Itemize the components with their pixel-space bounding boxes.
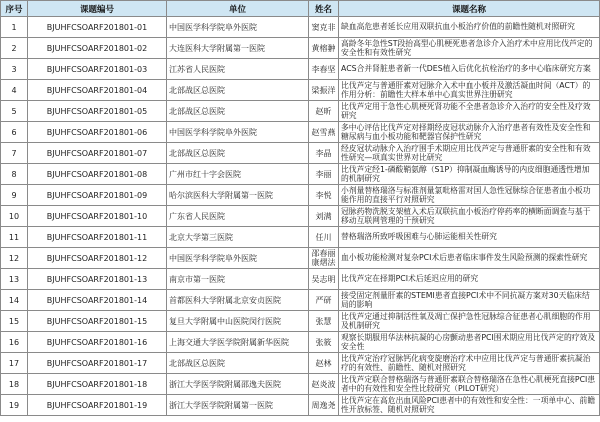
project-title: 缺血高危患者延长应用双联抗血小板治疗价值的前瞻性随机对照研究 — [339, 17, 600, 38]
row-number: 14 — [1, 290, 28, 311]
table-row — [1, 353, 600, 374]
row-number: 17 — [1, 353, 28, 374]
table-row — [1, 38, 600, 59]
header-code: 课题编号 — [28, 1, 167, 17]
header-title: 课题名称 — [339, 1, 600, 17]
institution: 北部战区总医院 — [167, 353, 309, 374]
table-body — [1, 17, 600, 416]
row-number: 4 — [1, 80, 28, 101]
investigator-name: 李春坚 — [309, 59, 339, 80]
table-row — [1, 59, 600, 80]
project-title: 比伐芦定与普通肝素对冠脉介入术中血小板并及激活凝血时间（ACT）的作用分析：前瞻性大样本单中心真实世界注册研究 — [339, 80, 600, 101]
row-number: 15 — [1, 311, 28, 332]
investigator-name: 赵雪燕 — [309, 122, 339, 143]
institution: 中国医学科学院阜外医院 — [167, 122, 309, 143]
project-code: BJUHFCSOARF201801-10 — [28, 206, 167, 227]
institution: 上海交通大学医学院附属新华医院 — [167, 332, 309, 353]
project-code: BJUHFCSOARF201801-08 — [28, 164, 167, 185]
institution: 浙江大学医学院附属邵逸夫医院 — [167, 374, 309, 395]
project-title: 冠脉药物洗脱支架植入术后双联抗血小板治疗停药率的横断面调查与基于移动互联网管理的干预研究 — [339, 206, 600, 227]
row-number: 8 — [1, 164, 28, 185]
institution: 北部战区总医院 — [167, 101, 309, 122]
table-header-row — [1, 1, 600, 17]
project-code: BJUHFCSOARF201801-15 — [28, 311, 167, 332]
investigator-name: 任川 — [309, 227, 339, 248]
project-code: BJUHFCSOARF201801-17 — [28, 353, 167, 374]
institution: 北京大学第三医院 — [167, 227, 309, 248]
institution: 中国医学科学院阜外医院 — [167, 17, 309, 38]
project-title: 比伐芦定在择期PCI术后延迟应用的研究 — [339, 269, 600, 290]
table-row — [1, 290, 600, 311]
project-code: BJUHFCSOARF201801-13 — [28, 269, 167, 290]
project-title: 比伐芦定治疗冠脉钙化病变旋磨治疗术中应用比伐芦定与普通肝素抗凝治疗的有效性、前瞻性、随机对照研究 — [339, 353, 600, 374]
table-row — [1, 164, 600, 185]
table-row — [1, 311, 600, 332]
institution: 浙江大学医学院附属第一医院 — [167, 395, 309, 416]
investigator-name: 李丽 — [309, 164, 339, 185]
institution: 首都医科大学附属北京安贞医院 — [167, 290, 309, 311]
project-code: BJUHFCSOARF201801-14 — [28, 290, 167, 311]
row-number: 18 — [1, 374, 28, 395]
investigator-name: 梁振洋 — [309, 80, 339, 101]
project-code: BJUHFCSOARF201801-05 — [28, 101, 167, 122]
project-code: BJUHFCSOARF201801-18 — [28, 374, 167, 395]
table-row — [1, 143, 600, 164]
project-title: 替格瑞洛所致呼吸困难与心肺运能相关性研究 — [339, 227, 600, 248]
table-row — [1, 227, 600, 248]
investigator-name: 严研 — [309, 290, 339, 311]
project-title: 多中心评估比伐芦定对择期经皮冠状动脉介入治疗患者有效性及安全性和糖尿病与血小板功能和靶器官保护性研究 — [339, 122, 600, 143]
table-row — [1, 248, 600, 269]
investigator-name: 张筱 — [309, 332, 339, 353]
project-title: 观察长期服用华法林抗凝的心房颤动患者PCI围术期应用比伐芦定的疗效及安全性 — [339, 332, 600, 353]
institution: 哈尔滨医科大学附属第一医院 — [167, 185, 309, 206]
row-number: 19 — [1, 395, 28, 416]
institution: 北部战区总医院 — [167, 143, 309, 164]
investigator-name: 周逸尧 — [309, 395, 339, 416]
project-code: BJUHFCSOARF201801-03 — [28, 59, 167, 80]
investigator-name: 邵春丽 康熠法 — [309, 248, 339, 269]
investigator-name: 赵林 — [309, 353, 339, 374]
project-title: 比伐芦定联合替格瑞洛与普通肝素联合替格瑞洛在急性心肌梗死直接PCI患者中的有效性和安全性比较研究（PILOT研究） — [339, 374, 600, 395]
project-code: BJUHFCSOARF201801-04 — [28, 80, 167, 101]
project-title: 经皮冠状动脉介入治疗围手术期应用比伐芦定与普通肝素的安全性和有效性研究—项真实世界对比研究 — [339, 143, 600, 164]
project-title: 比伐芦定经1-磷酸鞘氨醇（S1P）抑制凝血酶诱导的内皮细胞通透性增加的机制研究 — [339, 164, 600, 185]
project-title: ACS合并肾脏患者新一代DES植入后优化抗栓治疗的多中心临床研究方案 — [339, 59, 600, 80]
institution: 广东省人民医院 — [167, 206, 309, 227]
project-title: 血小板功能检测对复杂PCI术后患者临床事件发生风险预测的探索性研究 — [339, 248, 600, 269]
investigator-name: 张慧 — [309, 311, 339, 332]
project-code: BJUHFCSOARF201801-09 — [28, 185, 167, 206]
table-row — [1, 122, 600, 143]
institution: 北部战区总医院 — [167, 80, 309, 101]
row-number: 12 — [1, 248, 28, 269]
project-code: BJUHFCSOARF201801-12 — [28, 248, 167, 269]
institution: 江苏省人民医院 — [167, 59, 309, 80]
investigator-name: 赵昕 — [309, 101, 339, 122]
project-title: 小剂量替格瑞洛与标准剂量氯吡格雷对国人急性冠脉综合征患者血小板功能作用的直接平行对照研究 — [339, 185, 600, 206]
investigator-name: 赵炎波 — [309, 374, 339, 395]
table-row — [1, 332, 600, 353]
project-code: BJUHFCSOARF201801-11 — [28, 227, 167, 248]
investigator-name: 李晶 — [309, 143, 339, 164]
project-code: BJUHFCSOARF201801-16 — [28, 332, 167, 353]
table-row — [1, 269, 600, 290]
institution: 南京市第一医院 — [167, 269, 309, 290]
investigator-name: 吴志明 — [309, 269, 339, 290]
project-title: 接受固定剂量肝素的STEMI患者直接PCI术中不同抗凝方案对30天临床结局的影响 — [339, 290, 600, 311]
row-number: 13 — [1, 269, 28, 290]
project-title: 比伐芦定用于急性心肌梗死肾功能不全患者急诊介入治疗的安全性及疗效研究 — [339, 101, 600, 122]
row-number: 6 — [1, 122, 28, 143]
row-number: 11 — [1, 227, 28, 248]
row-number: 10 — [1, 206, 28, 227]
row-number: 1 — [1, 17, 28, 38]
row-number: 3 — [1, 59, 28, 80]
project-code: BJUHFCSOARF201801-02 — [28, 38, 167, 59]
row-number: 9 — [1, 185, 28, 206]
project-title: 比伐芦定通过抑制活性氧及凋亡保护急性冠脉综合征患者心肌细胞的作用及机制研究 — [339, 311, 600, 332]
row-number: 2 — [1, 38, 28, 59]
header-unit: 单位 — [167, 1, 309, 17]
investigator-name: 窦克非 — [309, 17, 339, 38]
project-code: BJUHFCSOARF201801-01 — [28, 17, 167, 38]
institution: 大连医科大学附属第一医院 — [167, 38, 309, 59]
table-row — [1, 374, 600, 395]
project-title: 高龄冬年急性ST段抬高型心肌梗死患者急诊介入治疗术中应用比伐芦定的安全性和有效性研究 — [339, 38, 600, 59]
project-code: BJUHFCSOARF201801-07 — [28, 143, 167, 164]
header-name: 姓名 — [309, 1, 339, 17]
investigator-name: 李悦 — [309, 185, 339, 206]
institution: 中国医学科学院阜外医院 — [167, 248, 309, 269]
institution: 广州市红十字会医院 — [167, 164, 309, 185]
project-code: BJUHFCSOARF201801-06 — [28, 122, 167, 143]
table-row — [1, 17, 600, 38]
header-no: 序号 — [1, 1, 28, 17]
institution: 复旦大学附属中山医院闵行医院 — [167, 311, 309, 332]
row-number: 16 — [1, 332, 28, 353]
table-row — [1, 395, 600, 416]
table-row — [1, 185, 600, 206]
row-number: 5 — [1, 101, 28, 122]
project-code: BJUHFCSOARF201801-19 — [28, 395, 167, 416]
table-row — [1, 101, 600, 122]
table-row — [1, 80, 600, 101]
investigator-name: 黄榕翀 — [309, 38, 339, 59]
project-title: 比伐芦定在高危出血风险PCI患者中的有效性和安全性：一项单中心、前瞻性开放标签、随机对照研究 — [339, 395, 600, 416]
table-row — [1, 206, 600, 227]
investigator-name: 刘满 — [309, 206, 339, 227]
row-number: 7 — [1, 143, 28, 164]
